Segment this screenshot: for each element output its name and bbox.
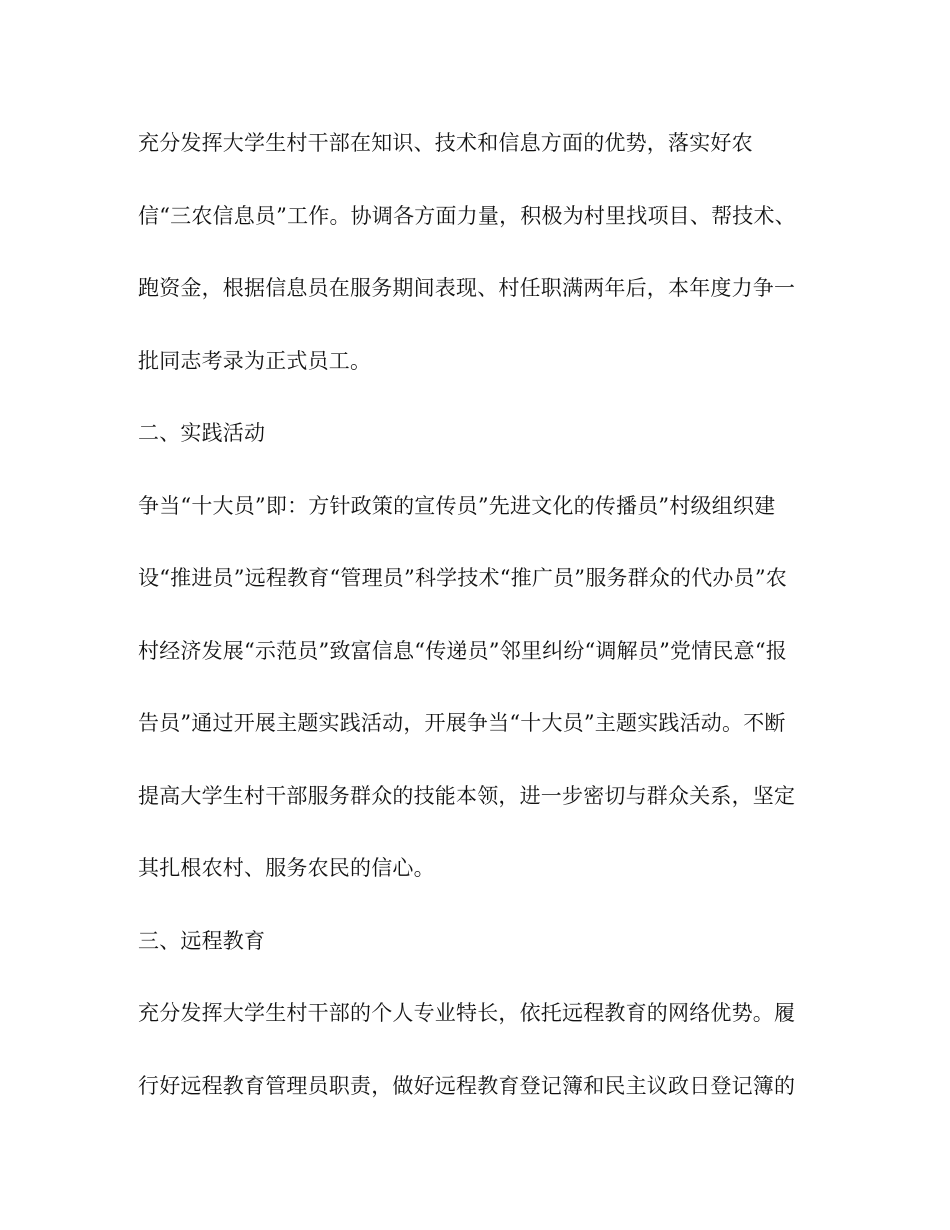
paragraph-line-2: 信“三农信息员”工作。协调各方面力量，积极为村里找项目、帮技术、 — [138, 203, 796, 228]
paragraph-line-14: 行好远程教育管理员职责，做好远程教育登记簿和民主议政日登记簿的 — [138, 1073, 796, 1098]
section-heading-practice: 二、实践活动 — [138, 421, 266, 445]
paragraph-line-3: 跑资金，根据信息员在服务期间表现、村任职满两年后，本年度力争一 — [138, 276, 796, 300]
paragraph-line-4: 批同志考录为正式员工。 — [138, 348, 372, 373]
paragraph-line-7: 设“推进员”远程教育“管理员”科学技术“推广员”服务群众的代办员”农 — [138, 566, 787, 590]
document-body — [138, 124, 828, 1139]
paragraph-line-10: 提高大学生村干部服务群众的技能本领，进一步密切与群众关系，坚定 — [138, 783, 796, 808]
paragraph-line-6: 争当“十大员”即：方针政策的宣传员”先进文化的传播员”村级组织建 — [138, 493, 776, 518]
paragraph-line-11: 其扎根农村、服务农民的信心。 — [138, 856, 435, 880]
paragraph-line-13: 充分发挥大学生村干部的个人专业特长，依托远程教育的网络优势。履 — [138, 1001, 796, 1025]
paragraph-line-8: 村经济发展“示范员”致富信息“传递员”邻里纠纷“调解员”党情民意“报 — [138, 638, 787, 663]
section-heading-remote-education: 三、远程教育 — [138, 928, 266, 953]
paragraph-line-1: 充分发挥大学生村干部在知识、技术和信息方面的优势，落实好农 — [138, 131, 753, 155]
paragraph-line-9: 告员”通过开展主题实践活动，开展争当“十大员”主题实践活动。不断 — [138, 711, 786, 735]
